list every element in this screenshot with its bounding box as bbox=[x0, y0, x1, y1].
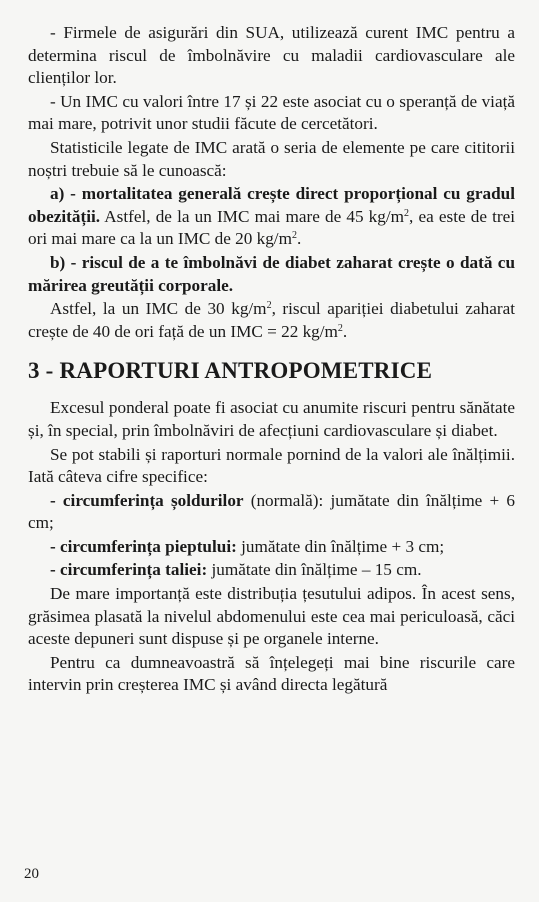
superscript: 2 bbox=[291, 230, 297, 242]
paragraph-life-expectancy: - Un IMC cu valori între 17 și 22 este asociat cu o speranță de viață mai mare, potrivit unor studii făcute de cercetători. bbox=[28, 91, 515, 134]
hips-text: (normală): jumătate din înălțime + 6 cm; bbox=[28, 490, 515, 533]
waist-label: - circumferința taliei: bbox=[50, 560, 208, 580]
paragraph-height-ratios: Se pot stabili și raporturi normale pornind de la valori ale înălțimii. Iată câteva cifre specifice: bbox=[28, 444, 515, 487]
paragraph-diabetes-risk: b) - riscul de a te îmbolnăvi de diabet zaharat crește o dată cu mărirea greutății corporale. bbox=[28, 252, 515, 295]
diabetes-text-c: . bbox=[342, 321, 348, 341]
hips-label: - circumferința șoldurilor bbox=[50, 490, 244, 510]
paragraph-insurance: - Firmele de asigurări din SUA, utilizează curent IMC pentru a determina riscul de îmbolnăvire cu maladii cardiovasculare ale clienților lor. bbox=[28, 23, 515, 88]
paragraph-mortality bbox=[28, 183, 515, 251]
page-number: 20 bbox=[24, 866, 39, 882]
section-heading: 3 - RAPORTURI ANTROPOMETRICE bbox=[28, 358, 433, 384]
mortality-text-c: . bbox=[296, 229, 302, 249]
superscript: 2 bbox=[404, 207, 410, 219]
paragraph-excess-weight: Excesul ponderal poate fi asociat cu anumite riscuri pentru sănătate și, în special, prin îmbolnăviri de afecțiuni cardiovasculare și diabet. bbox=[28, 398, 515, 440]
waist-text: jumătate din înălțime – 15 cm. bbox=[207, 560, 422, 580]
paragraph-statistics-intro: Statisticile legate de IMC arată o seria de elemente pe care cititorii noștri trebuie să le cunoască: bbox=[28, 137, 515, 180]
mortality-text-b: , ea este de trei ori mai mare ca la un IMC de 20 kg/m bbox=[28, 206, 516, 249]
paragraph-adipose: De mare importanță este distribuția țesutului adipos. În acest sens, grăsimea plasată la nivelul abdomenului este cea mai periculoasă, căci aceste depuneri sunt dispuse și pe organele interne. bbox=[28, 584, 515, 649]
mortality-statement: a) - mortalitatea generală crește direct proporțional cu gradul obezității. bbox=[28, 184, 515, 226]
list-item-waist bbox=[28, 559, 515, 582]
list-item-hips bbox=[28, 490, 515, 535]
diabetes-text-a: Astfel, la un IMC de 30 kg/m bbox=[50, 299, 267, 319]
paragraph-risks: Pentru ca dumneavoastră să înțelegeți mai bine riscurile care intervin prin creșterea IMC și având directa legătură bbox=[28, 652, 515, 695]
mortality-text-a: Astfel, de la un IMC mai mare de 45 kg/m bbox=[100, 206, 405, 226]
chest-label: - circumferința pieptului: bbox=[50, 536, 237, 556]
list-item-chest bbox=[28, 536, 515, 559]
paragraph-diabetes-detail bbox=[28, 298, 515, 343]
chest-text: jumătate din înălțime + 3 cm; bbox=[236, 536, 445, 556]
superscript: 2 bbox=[337, 322, 343, 334]
superscript: 2 bbox=[266, 300, 272, 312]
diabetes-text-b: , riscul apariției diabetului zaharat crește de 40 de ori față de un IMC = 22 kg/m bbox=[28, 299, 515, 341]
